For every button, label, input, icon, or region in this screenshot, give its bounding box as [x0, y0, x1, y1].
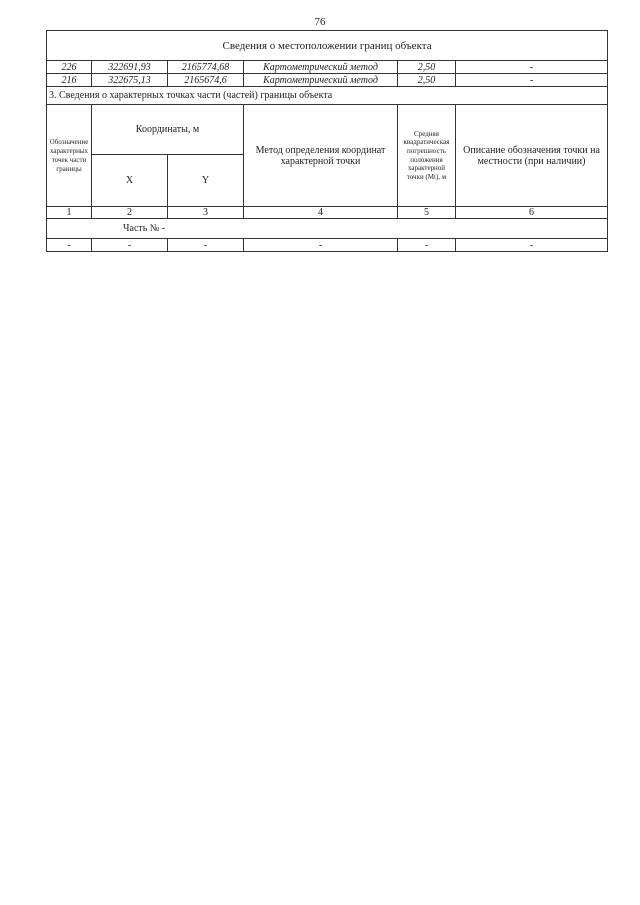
- accuracy: 2,50: [398, 61, 456, 74]
- method: Картометрический метод: [244, 74, 398, 87]
- table-row: [47, 74, 608, 87]
- column-number: 4: [244, 207, 398, 219]
- header-accuracy: Средняя квадратическая погрешность положения характерной точки (Mt), м: [398, 105, 456, 207]
- empty-cell: -: [456, 239, 608, 252]
- header-method: Метод определения координат характерной точки: [244, 105, 398, 207]
- coord-y: 2165774,68: [168, 61, 244, 74]
- boundary-table: [46, 30, 608, 252]
- empty-cell: -: [47, 239, 92, 252]
- coord-y: 2165674,6: [168, 74, 244, 87]
- column-number: 5: [398, 207, 456, 219]
- accuracy: 2,50: [398, 74, 456, 87]
- section3-title: 3. Сведения о характерных точках части (частей) границы объекта: [47, 87, 608, 105]
- empty-cell: -: [168, 239, 244, 252]
- description: -: [456, 61, 608, 74]
- column-number: 1: [47, 207, 92, 219]
- header-y: Y: [168, 155, 244, 207]
- table-row: [47, 61, 608, 74]
- section-title: Сведения о местоположении границ объекта: [47, 31, 608, 61]
- column-number: 3: [168, 207, 244, 219]
- point-number: 216: [47, 74, 92, 87]
- point-number: 226: [47, 61, 92, 74]
- header-coordinates: Координаты, м: [92, 105, 244, 155]
- header-x: X: [92, 155, 168, 207]
- column-number: 6: [456, 207, 608, 219]
- description: -: [456, 74, 608, 87]
- empty-cell: -: [398, 239, 456, 252]
- header-description: Описание обозначения точки на местности (при наличии): [456, 105, 608, 207]
- page-number: 76: [314, 16, 326, 28]
- header-point-designation: Обозначение характерных точек части границы: [47, 105, 92, 207]
- method: Картометрический метод: [244, 61, 398, 74]
- empty-cell: -: [92, 239, 168, 252]
- part-label: Часть № -: [47, 219, 608, 239]
- column-numbers-row: [47, 207, 608, 219]
- coord-x: 322691,93: [92, 61, 168, 74]
- table-row: [47, 239, 608, 252]
- empty-cell: -: [244, 239, 398, 252]
- coord-x: 322675,13: [92, 74, 168, 87]
- column-number: 2: [92, 207, 168, 219]
